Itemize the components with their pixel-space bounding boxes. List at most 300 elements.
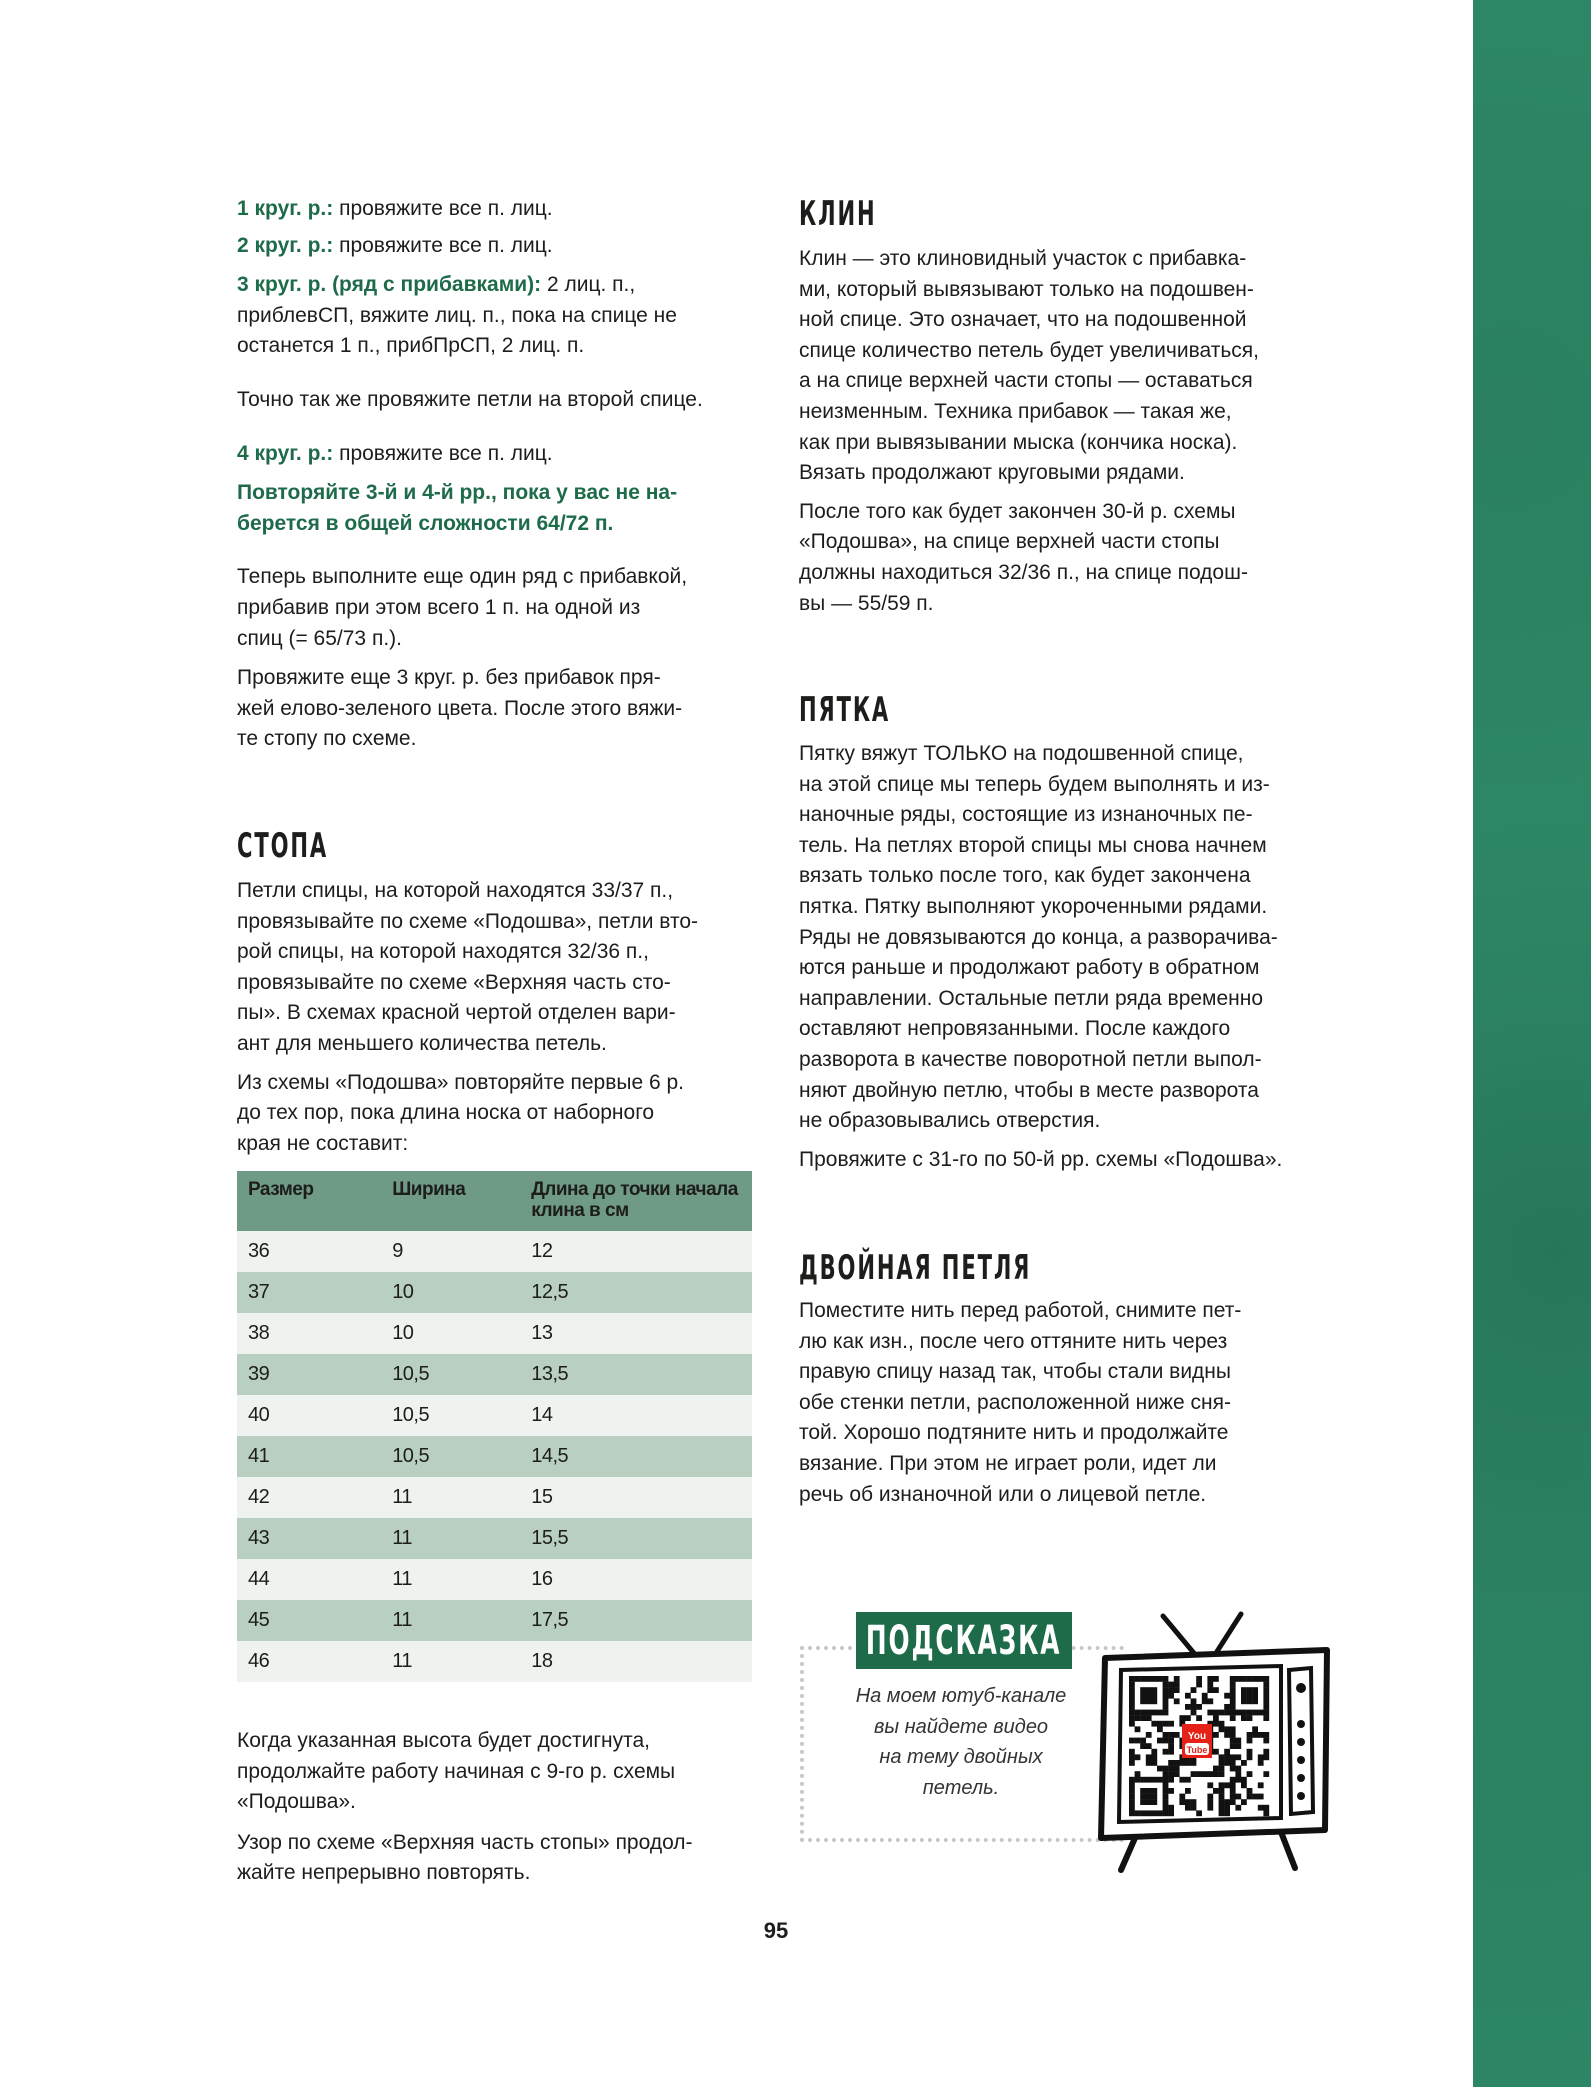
- qr-module: [1163, 1693, 1169, 1699]
- line-text: лю как изн., после чего оттяните нить через: [799, 1329, 1228, 1353]
- qr-module: [1151, 1794, 1157, 1800]
- qr-module: [1135, 1715, 1141, 1721]
- section-heading-stopa: СТОПА: [237, 826, 329, 866]
- paragraph: [237, 1828, 757, 1889]
- qr-module: [1163, 1766, 1169, 1772]
- text-line: [237, 270, 757, 301]
- table-cell: 14: [520, 1395, 752, 1436]
- table-cell: 15,5: [520, 1518, 752, 1559]
- table-cell: 43: [237, 1518, 381, 1559]
- text-line: [799, 739, 1319, 770]
- qr-module: [1168, 1760, 1174, 1766]
- text-line: [799, 558, 1319, 589]
- qr-module: [1219, 1810, 1225, 1816]
- paragraph: [237, 194, 757, 225]
- qr-module: [1219, 1754, 1225, 1760]
- qr-module: [1168, 1788, 1174, 1794]
- qr-module: [1168, 1749, 1174, 1755]
- qr-module: [1247, 1754, 1253, 1760]
- qr-module: [1230, 1760, 1236, 1766]
- qr-module: [1146, 1698, 1152, 1704]
- line-text: обе стенки петли, расположенной ниже сня-: [799, 1390, 1231, 1414]
- text-line: [799, 1045, 1319, 1076]
- line-text: няют двойную петлю, чтобы в месте разворота: [799, 1078, 1259, 1102]
- line-text: останется 1 п., прибПрСП, 2 лиц. п.: [237, 334, 585, 358]
- text-line: [799, 336, 1319, 367]
- text-line: [237, 194, 757, 225]
- qr-module: [1219, 1726, 1225, 1732]
- qr-module: [1219, 1788, 1225, 1794]
- qr-module: [1202, 1693, 1208, 1699]
- text-line: [799, 1388, 1319, 1419]
- line-text: речь об изнаночной или о лицевой петле.: [799, 1482, 1207, 1506]
- text-line: [799, 861, 1319, 892]
- qr-module: [1151, 1788, 1157, 1794]
- line-text: пы». В схемах красной чертой отделен вари-: [237, 1001, 676, 1025]
- qr-module: [1247, 1732, 1253, 1738]
- line-text: Поместите нить перед работой, снимите пет-: [799, 1299, 1242, 1322]
- qr-module: [1224, 1726, 1230, 1732]
- qr-module: [1230, 1788, 1236, 1794]
- text-line: [237, 385, 757, 416]
- text-line: [237, 724, 757, 755]
- qr-module: [1168, 1687, 1174, 1693]
- line-text: наночные ряды, состоящие из изнаночных пе-: [799, 803, 1253, 827]
- table-cell: 13,5: [520, 1354, 752, 1395]
- youtube-logo-text: You: [1187, 1731, 1207, 1742]
- table-row: [237, 1272, 752, 1313]
- qr-module: [1196, 1676, 1202, 1682]
- qr-module: [1168, 1810, 1174, 1816]
- qr-module: [1140, 1676, 1146, 1682]
- table-cell: 11: [381, 1641, 520, 1682]
- row-label: 3 круг. р. (ряд с прибавками):: [237, 273, 542, 297]
- text-line: [237, 439, 757, 470]
- qr-module: [1185, 1760, 1191, 1766]
- column-header: Длина до точки начала клина в см: [520, 1171, 752, 1231]
- qr-module: [1135, 1810, 1141, 1816]
- qr-module: [1224, 1782, 1230, 1788]
- line-text: спиц (= 65/73 п.).: [237, 626, 402, 650]
- qr-module: [1163, 1777, 1169, 1783]
- qr-module: [1235, 1771, 1241, 1777]
- qr-module: [1168, 1777, 1174, 1783]
- qr-module: [1191, 1687, 1197, 1693]
- text-line: [237, 1098, 757, 1129]
- text-line: [237, 331, 757, 362]
- qr-module: [1252, 1676, 1258, 1682]
- qr-module: [1235, 1738, 1241, 1744]
- qr-module: [1168, 1732, 1174, 1738]
- qr-module: [1163, 1799, 1169, 1805]
- qr-module: [1140, 1687, 1146, 1693]
- page-number: 95: [763, 1918, 789, 1943]
- qr-module: [1140, 1794, 1146, 1800]
- row-label: 1 круг. р.:: [237, 197, 334, 220]
- qr-module: [1191, 1799, 1197, 1805]
- qr-module: [1146, 1777, 1152, 1783]
- qr-module: [1241, 1693, 1247, 1699]
- qr-module: [1140, 1715, 1146, 1721]
- table-row: [237, 1559, 752, 1600]
- table-cell: 36: [237, 1231, 381, 1272]
- qr-module: [1202, 1771, 1208, 1777]
- qr-module: [1146, 1743, 1152, 1749]
- text-line: [799, 1449, 1319, 1480]
- line-text: провяжите все п. лиц.: [333, 441, 553, 465]
- line-text: берется в общей сложности 64/72 п.: [237, 511, 614, 535]
- after-table-section: [237, 1726, 757, 1889]
- qr-module: [1230, 1715, 1236, 1721]
- tip-label: [856, 1612, 1072, 1669]
- qr-module: [1241, 1710, 1247, 1716]
- qr-module: [1230, 1777, 1236, 1783]
- text-line: [799, 305, 1319, 336]
- line-text: приблевСП, вяжите лиц. п., пока на спице не: [237, 303, 677, 327]
- qr-module: [1224, 1710, 1230, 1716]
- line-text: неизменным. Техника прибавок — такая же,: [799, 399, 1232, 423]
- qr-module: [1224, 1693, 1230, 1699]
- table-cell: 45: [237, 1600, 381, 1641]
- line-text: прибавив при этом всего 1 п. на одной из: [237, 595, 641, 619]
- line-text: Провяжите с 31-го по 50-й рр. схемы «Подошва».: [799, 1147, 1283, 1171]
- text-line: [799, 1327, 1319, 1358]
- qr-module: [1174, 1682, 1180, 1688]
- line-text: Провяжите еще 3 круг. р. без прибавок пря-: [237, 666, 661, 690]
- text-line: [799, 1014, 1319, 1045]
- qr-module: [1241, 1676, 1247, 1682]
- table-row: [237, 1518, 752, 1559]
- qr-module: [1235, 1794, 1241, 1800]
- qr-module: [1191, 1771, 1197, 1777]
- table-cell: 11: [381, 1600, 520, 1641]
- table-cell: 17,5: [520, 1600, 752, 1641]
- tip-line: На моем ютуб-канале: [855, 1685, 1067, 1707]
- qr-module: [1263, 1676, 1269, 1682]
- line-text: рой спицы, на которой находятся 32/36 п.,: [237, 940, 649, 964]
- row-label: 4 круг. р.:: [237, 441, 334, 465]
- table-cell: 40: [237, 1395, 381, 1436]
- text-line: [237, 593, 757, 624]
- paragraph: [237, 439, 757, 470]
- qr-module: [1263, 1710, 1269, 1716]
- qr-module: [1196, 1682, 1202, 1688]
- qr-module: [1179, 1799, 1185, 1805]
- text-line: [799, 244, 1319, 275]
- qr-module: [1252, 1698, 1258, 1704]
- paragraph: [237, 663, 757, 755]
- line-text: Вязать продолжают круговыми рядами.: [799, 461, 1185, 485]
- text-line: [799, 1106, 1319, 1137]
- qr-module: [1163, 1749, 1169, 1755]
- line-text: провяжите все п. лиц.: [333, 233, 553, 257]
- qr-module: [1230, 1732, 1236, 1738]
- line-text: вязать только после того, как будет закончена: [799, 864, 1251, 888]
- table-cell: 11: [381, 1559, 520, 1600]
- qr-module: [1191, 1760, 1197, 1766]
- qr-module: [1252, 1710, 1258, 1716]
- table-cell: 41: [237, 1436, 381, 1477]
- qr-module: [1219, 1782, 1225, 1788]
- table-cell: 11: [381, 1518, 520, 1559]
- qr-module: [1129, 1805, 1135, 1811]
- table-row: [237, 1354, 752, 1395]
- qr-module: [1247, 1676, 1253, 1682]
- qr-module: [1129, 1810, 1135, 1816]
- qr-module: [1129, 1799, 1135, 1805]
- qr-module: [1151, 1693, 1157, 1699]
- qr-module: [1129, 1687, 1135, 1693]
- qr-module: [1157, 1726, 1163, 1732]
- text-line: [799, 923, 1319, 954]
- qr-module: [1185, 1777, 1191, 1783]
- qr-module: [1258, 1760, 1264, 1766]
- qr-module: [1185, 1693, 1191, 1699]
- table-cell: 42: [237, 1477, 381, 1518]
- qr-module: [1235, 1710, 1241, 1716]
- qr-module: [1230, 1799, 1236, 1805]
- text-line: [799, 1145, 1319, 1176]
- qr-module: [1213, 1766, 1219, 1772]
- qr-module: [1263, 1771, 1269, 1777]
- qr-module: [1179, 1715, 1185, 1721]
- text-line: [799, 953, 1319, 984]
- line-text: пятка. Пятку выполняют укороченными рядами.: [799, 894, 1268, 918]
- line-text: Когда указанная высота будет достигнута,: [237, 1729, 650, 1752]
- qr-module: [1163, 1676, 1169, 1682]
- qr-module: [1146, 1799, 1152, 1805]
- qr-module: [1151, 1777, 1157, 1783]
- text-line: [799, 770, 1319, 801]
- qr-module: [1241, 1782, 1247, 1788]
- qr-module: [1247, 1738, 1253, 1744]
- text-line: [799, 892, 1319, 923]
- qr-module: [1168, 1693, 1174, 1699]
- qr-module: [1179, 1760, 1185, 1766]
- qr-module: [1207, 1698, 1213, 1704]
- qr-module: [1191, 1710, 1197, 1716]
- paragraph: [237, 562, 757, 654]
- qr-module: [1168, 1682, 1174, 1688]
- table-cell: 44: [237, 1559, 381, 1600]
- qr-module: [1224, 1810, 1230, 1816]
- qr-module: [1146, 1715, 1152, 1721]
- qr-module: [1157, 1721, 1163, 1727]
- paragraph: [237, 876, 757, 1060]
- qr-module: [1163, 1704, 1169, 1710]
- text-line: [799, 831, 1319, 862]
- qr-module: [1191, 1698, 1197, 1704]
- qr-module: [1151, 1799, 1157, 1805]
- line-text: на этой спице мы теперь будем выполнять и из-: [799, 772, 1270, 796]
- stopa-section: [237, 876, 757, 1159]
- section-heading-pyatka: ПЯТКА: [799, 690, 891, 730]
- table-cell: 10,5: [381, 1354, 520, 1395]
- line-text: до тех пор, пока длина носка от наборного: [237, 1101, 655, 1125]
- qr-module: [1252, 1687, 1258, 1693]
- column-header: Размер: [237, 1171, 381, 1231]
- qr-module: [1135, 1738, 1141, 1744]
- text-line: [237, 1757, 757, 1788]
- qr-module: [1247, 1749, 1253, 1755]
- qr-module: [1163, 1710, 1169, 1716]
- paragraph: [237, 270, 757, 362]
- qr-module: [1185, 1715, 1191, 1721]
- qr-module: [1263, 1693, 1269, 1699]
- qr-module: [1207, 1771, 1213, 1777]
- qr-module: [1163, 1738, 1169, 1744]
- line-text: Теперь выполните еще один ряд с прибавкой,: [237, 565, 688, 589]
- line-text: ной спице. Это означает, что на подошвенной: [799, 308, 1247, 332]
- qr-module: [1129, 1754, 1135, 1760]
- qr-module: [1207, 1676, 1213, 1682]
- qr-module: [1252, 1693, 1258, 1699]
- qr-module: [1140, 1698, 1146, 1704]
- line-text: той. Хорошо подтяните нить и продолжайте: [799, 1421, 1229, 1445]
- table-cell: 16: [520, 1559, 752, 1600]
- qr-module: [1258, 1676, 1264, 1682]
- text-line: [799, 458, 1319, 489]
- qr-module: [1263, 1810, 1269, 1816]
- qr-module: [1213, 1687, 1219, 1693]
- qr-module: [1219, 1794, 1225, 1800]
- tip-line: на тему двойных: [879, 1746, 1043, 1769]
- pyatka-section: [799, 739, 1319, 1175]
- qr-module: [1230, 1738, 1236, 1744]
- text-line: [237, 478, 757, 509]
- qr-module: [1163, 1782, 1169, 1788]
- text-line: [237, 1129, 757, 1160]
- qr-module: [1230, 1687, 1236, 1693]
- qr-module: [1230, 1676, 1236, 1682]
- qr-module: [1213, 1749, 1219, 1755]
- table-cell: 10,5: [381, 1436, 520, 1477]
- qr-module: [1168, 1805, 1174, 1811]
- qr-module: [1157, 1738, 1163, 1744]
- tip-line: петель.: [922, 1776, 1000, 1799]
- qr-module: [1129, 1782, 1135, 1788]
- column-header: Ширина: [381, 1171, 520, 1231]
- qr-module: [1129, 1676, 1135, 1682]
- qr-module: [1168, 1766, 1174, 1772]
- qr-module: [1151, 1754, 1157, 1760]
- qr-module: [1196, 1715, 1202, 1721]
- qr-module: [1207, 1687, 1213, 1693]
- qr-module: [1129, 1698, 1135, 1704]
- qr-module: [1230, 1693, 1236, 1699]
- line-text: правую спицу назад так, чтобы стали видны: [799, 1360, 1231, 1384]
- paragraph: [237, 1726, 757, 1818]
- table-row: [237, 1231, 752, 1272]
- table-row: [237, 1436, 752, 1477]
- line-text: жей елово-зеленого цвета. После этого вяжи-: [237, 696, 683, 720]
- qr-module: [1129, 1710, 1135, 1716]
- paragraph: [237, 231, 757, 262]
- table-cell: 46: [237, 1641, 381, 1682]
- qr-module: [1129, 1721, 1135, 1727]
- text-line: [237, 1068, 757, 1099]
- qr-module: [1140, 1777, 1146, 1783]
- line-text: вы — 55/59 п.: [799, 591, 934, 615]
- line-text: Из схемы «Подошва» повторяйте первые 6 р.: [237, 1070, 685, 1094]
- qr-module: [1174, 1732, 1180, 1738]
- text-line: [237, 694, 757, 725]
- qr-module: [1146, 1687, 1152, 1693]
- text-line: [799, 275, 1319, 306]
- qr-module: [1241, 1715, 1247, 1721]
- qr-module: [1157, 1810, 1163, 1816]
- qr-module: [1163, 1794, 1169, 1800]
- qr-module: [1230, 1726, 1236, 1732]
- text-line: [799, 1480, 1319, 1511]
- tip-line: вы найдете видео: [873, 1715, 1049, 1738]
- line-text: должны находиться 32/36 п., на спице подош-: [799, 560, 1248, 584]
- table-row: [237, 1313, 752, 1354]
- text-line: [237, 876, 757, 907]
- double-loop-section: [799, 1296, 1319, 1510]
- qr-module: [1263, 1704, 1269, 1710]
- youtube-logo-text: Tube: [1186, 1745, 1208, 1755]
- qr-module: [1263, 1754, 1269, 1760]
- qr-module: [1224, 1704, 1230, 1710]
- qr-module: [1235, 1766, 1241, 1772]
- line-text: тель. На петлях второй спицы мы снова начнем: [799, 833, 1267, 857]
- qr-module: [1163, 1721, 1169, 1727]
- qr-module: [1151, 1749, 1157, 1755]
- qr-module: [1174, 1698, 1180, 1704]
- intro-section: [237, 194, 757, 755]
- qr-module: [1219, 1771, 1225, 1777]
- table-cell: 10: [381, 1272, 520, 1313]
- text-line: [237, 624, 757, 655]
- qr-module: [1129, 1777, 1135, 1783]
- text-line: [237, 231, 757, 262]
- qr-module: [1146, 1810, 1152, 1816]
- qr-module: [1185, 1805, 1191, 1811]
- line-text: не образовывались отверстия.: [799, 1109, 1101, 1133]
- text-line: [799, 800, 1319, 831]
- qr-module: [1263, 1738, 1269, 1744]
- qr-module: [1135, 1771, 1141, 1777]
- qr-module: [1146, 1754, 1152, 1760]
- qr-module: [1247, 1788, 1253, 1794]
- qr-module: [1163, 1788, 1169, 1794]
- table-cell: 9: [381, 1231, 520, 1272]
- qr-module: [1129, 1704, 1135, 1710]
- line-text: «Подошва», на спице верхней части стопы: [799, 530, 1220, 554]
- qr-module: [1247, 1771, 1253, 1777]
- line-text: провязывайте по схеме «Верхняя часть сто-: [237, 970, 671, 994]
- line-text: продолжайте работу начиная с 9-го р. схемы: [237, 1759, 676, 1783]
- text-line: [799, 1357, 1319, 1388]
- qr-module: [1213, 1715, 1219, 1721]
- qr-module: [1168, 1743, 1174, 1749]
- qr-module: [1252, 1794, 1258, 1800]
- text-line: [799, 589, 1319, 620]
- qr-module: [1213, 1788, 1219, 1794]
- qr-module: [1263, 1698, 1269, 1704]
- text-line: [237, 998, 757, 1029]
- qr-module: [1258, 1754, 1264, 1760]
- qr-module: [1157, 1676, 1163, 1682]
- qr-module: [1207, 1805, 1213, 1811]
- qr-module: [1135, 1710, 1141, 1716]
- qr-module: [1135, 1777, 1141, 1783]
- table-row: [237, 1641, 752, 1682]
- size-table: [237, 1171, 752, 1682]
- qr-module: [1224, 1732, 1230, 1738]
- row-label: 2 круг. р.:: [237, 233, 334, 257]
